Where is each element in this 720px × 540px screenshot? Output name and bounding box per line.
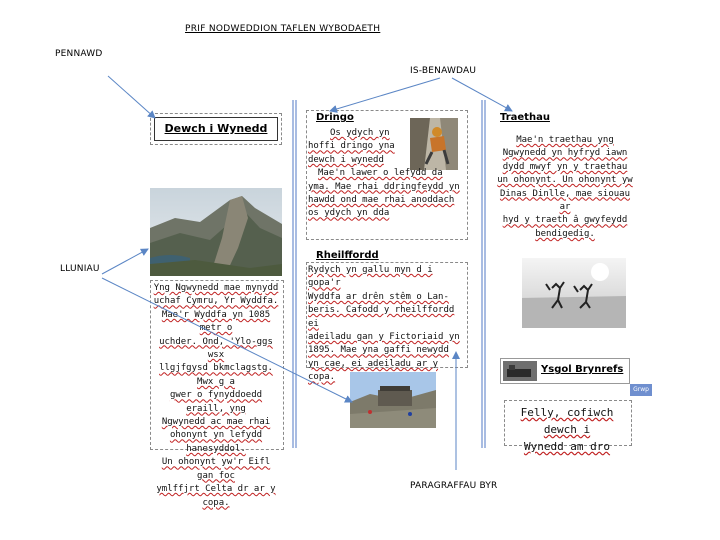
left-line: llgjfgysd bkmclagstg. Mwx g a [159,363,273,387]
rheilffordd-line: yn cae, ei adeiladu ar y copa. [308,358,439,383]
label-lluniau: LLUNIAU [60,264,100,274]
dringo-line: dewch i wynedd [308,154,384,165]
side-tag: Grwp [630,384,652,396]
label-pennawd: PENNAWD [55,49,103,59]
left-line: uchaf Cymru, Yr Wyddfa. [153,296,279,307]
main-heading: Dewch i Wynedd [164,122,268,135]
left-line: Un ohonynt yw'r Eifl gan foc [161,457,271,481]
left-line: Yng Ngwynedd mae mynydd [153,283,279,293]
dringo-line: hawdd ond mae rhai anoddach [308,195,455,206]
left-line: ohonynt yn lefydd hanesyddol. [169,430,263,454]
diagram-title: PRIF NODWEDDION TAFLEN WYBODAETH [185,24,381,34]
label-paragraffau-byr: PARAGRAFFAU BYR [410,481,498,491]
dringo-line: Os ydych yn [330,128,390,138]
dringo-line: Mae'n lawer o lefydd da [318,168,443,179]
dringo-heading: Dringo [316,112,354,123]
traethau-line: Ngwynedd yn hyfryd iawn [502,148,628,159]
traethau-line: dydd mwyf yn y traethau [502,161,628,172]
left-line: Mae'r Wyddfa yn 1085 metr o [161,309,271,334]
rheilffordd-line: 1895. Mae yna gaffi newydd [308,345,449,356]
label-is-benawdau: IS-BENAWDAU [410,66,477,76]
arrow-lluniau-up [102,249,148,274]
arrow-lluniau-down [102,278,352,402]
traethau-line: un ohonynt. Un ohonynt yw [497,175,633,186]
dringo-line: hoffi dringo yna [308,141,395,152]
left-line: ymlffjrt Celta dr ar y copa. [156,484,276,508]
rheilffordd-line: beris. Cafodd y rheilffordd ei [308,305,455,329]
left-line: gwer o fynyddoedd eraill, yng [169,390,263,414]
traethau-line: Mae'n traethau yng [516,135,614,145]
left-line: uchder. Ond, 'Ylo-ggs wsx [159,336,273,361]
dringo-line: os ydych yn dda [308,208,390,219]
rheilffordd-line: adeiladu gan y Fictoriaid yn [308,332,460,343]
traethau-heading: Traethau [500,112,550,123]
dringo-line: yma. Mae rhai ddringfeydd yn [308,181,460,192]
left-line: Ngwynedd ac mae rhai [161,417,271,428]
arrow-is-benawdau-right [452,78,512,111]
rheilffordd-heading: Rheilffordd [316,250,379,261]
rheilffordd-line: Wyddfa ar drên stêm o Lan- [308,291,449,302]
traethau-line: Dinas Dinlle, mae siouau ar [499,188,631,213]
rheilffordd-line: Rydych yn gallu myn d i gopa'r [308,265,433,289]
traethau-line: bendigedig. [535,228,595,239]
arrow-pennawd [108,76,155,118]
closing-line: Felly, cofiwch dewch i [520,406,614,436]
traethau-line: hyd y traeth â gwyfeydd [502,215,628,226]
arrow-is-benawdau-left [330,78,440,111]
closing-line: Wynedd am dro [523,440,611,453]
ysgol-name: Ysgol Brynrefs [541,364,624,375]
